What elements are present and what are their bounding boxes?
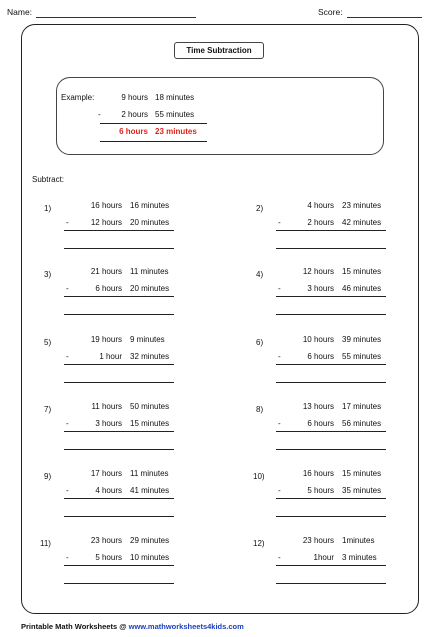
example-label: Example:	[61, 93, 95, 102]
hours-value: 21 hours	[90, 267, 122, 276]
minutes-value: 10 minutes	[130, 553, 170, 562]
minutes-value: 20 minutes	[130, 218, 170, 227]
problem-4	[256, 267, 406, 317]
hours-value: 5 hours	[95, 553, 122, 562]
example-rule-1	[100, 123, 207, 124]
problem-3	[44, 267, 194, 317]
minus-sign: -	[278, 419, 281, 428]
subtraction-rule	[64, 565, 174, 566]
minutes-value: 15 minutes	[130, 419, 170, 428]
problem-number: 9)	[44, 472, 52, 481]
footer-prefix: Printable Math Worksheets @	[21, 622, 129, 631]
problem-number: 10)	[253, 472, 265, 481]
hours-value: 6 hours	[307, 352, 334, 361]
hours-value: 6 hours	[307, 419, 334, 428]
hours-value: 12 hours	[90, 218, 122, 227]
hours-value: 23 hours	[302, 536, 334, 545]
minus-sign: -	[66, 352, 69, 361]
hours-value: 4 hours	[95, 486, 122, 495]
minutes-value: 50 minutes	[130, 402, 170, 411]
name-field[interactable]	[7, 7, 196, 18]
answer-line[interactable]	[276, 382, 386, 383]
minutes-value: 46 minutes	[342, 284, 382, 293]
subtract-label: Subtract:	[32, 175, 65, 184]
problem-6	[256, 335, 406, 385]
minutes-value: 11 minutes	[130, 469, 169, 478]
problem-12	[253, 536, 403, 586]
example-row-2	[98, 110, 218, 121]
answer-line[interactable]	[64, 248, 174, 249]
problem-11	[40, 536, 190, 586]
hours-value: 11 hours	[91, 402, 122, 411]
hours-value: 1hour	[313, 553, 334, 562]
minutes-value: 15 minutes	[342, 469, 382, 478]
hours-value: 23 hours	[90, 536, 122, 545]
subtraction-rule	[64, 364, 174, 365]
score-field[interactable]	[318, 7, 422, 18]
hours-value: 17 hours	[90, 469, 122, 478]
subtraction-rule	[276, 364, 386, 365]
answer-line[interactable]	[276, 314, 386, 315]
minus-sign: -	[278, 284, 281, 293]
example-row-1	[98, 93, 218, 104]
subtraction-rule	[276, 431, 386, 432]
example-minutes-2: 55 minutes	[155, 110, 195, 119]
minutes-value: 9 minutes	[130, 335, 165, 344]
problem-number: 6)	[256, 338, 264, 347]
minus-sign: -	[66, 486, 69, 495]
footer	[21, 622, 244, 631]
problem-number: 4)	[256, 270, 264, 279]
answer-line[interactable]	[64, 382, 174, 383]
example-rule-2	[100, 141, 207, 142]
hours-value: 6 hours	[95, 284, 122, 293]
footer-site-link[interactable]: www.mathworksheets4kids.com	[128, 622, 244, 631]
answer-line[interactable]	[276, 516, 386, 517]
hours-value: 2 hours	[307, 218, 334, 227]
minus-sign: -	[66, 284, 69, 293]
minus-sign: -	[278, 486, 281, 495]
problem-5	[44, 335, 194, 385]
example-answer-minutes: 23 minutes	[155, 127, 197, 136]
minutes-value: 17 minutes	[342, 402, 382, 411]
hours-value: 12 hours	[302, 267, 334, 276]
example-answer-hours: 6 hours	[119, 127, 148, 136]
hours-value: 4 hours	[307, 201, 334, 210]
hours-value: 3 hours	[307, 284, 334, 293]
subtraction-rule	[276, 296, 386, 297]
minutes-value: 29 minutes	[130, 536, 170, 545]
subtraction-rule	[64, 296, 174, 297]
minus-sign: -	[66, 419, 69, 428]
hours-value: 5 hours	[307, 486, 334, 495]
hours-value: 1 hour	[99, 352, 122, 361]
answer-line[interactable]	[276, 583, 386, 584]
hours-value: 13 hours	[302, 402, 334, 411]
answer-line[interactable]	[64, 516, 174, 517]
problem-number: 1)	[44, 204, 52, 213]
minus-sign: -	[278, 553, 281, 562]
answer-line[interactable]	[64, 449, 174, 450]
minutes-value: 56 minutes	[342, 419, 382, 428]
answer-line[interactable]	[276, 248, 386, 249]
minus-sign: -	[98, 110, 101, 119]
problem-number: 7)	[44, 405, 52, 414]
subtraction-rule	[276, 498, 386, 499]
problem-number: 3)	[44, 270, 52, 279]
minutes-value: 3 minutes	[342, 553, 377, 562]
problem-7	[44, 402, 194, 452]
minutes-value: 55 minutes	[342, 352, 382, 361]
problem-9	[44, 469, 194, 519]
example-answer-row	[98, 127, 218, 138]
subtraction-rule	[276, 230, 386, 231]
minutes-value: 39 minutes	[342, 335, 382, 344]
answer-line[interactable]	[276, 449, 386, 450]
minus-sign: -	[278, 352, 281, 361]
worksheet-title: Time Subtraction	[174, 42, 264, 59]
score-label: Score:	[318, 7, 343, 17]
minutes-value: 20 minutes	[130, 284, 170, 293]
minutes-value: 35 minutes	[342, 486, 382, 495]
minutes-value: 42 minutes	[342, 218, 382, 227]
hours-value: 3 hours	[95, 419, 122, 428]
minutes-value: 41 minutes	[130, 486, 170, 495]
subtraction-rule	[276, 565, 386, 566]
problem-number: 5)	[44, 338, 52, 347]
answer-line[interactable]	[64, 583, 174, 584]
minutes-value: 15 minutes	[342, 267, 382, 276]
hours-value: 16 hours	[90, 201, 122, 210]
minus-sign: -	[66, 218, 69, 227]
minutes-value: 16 minutes	[130, 201, 170, 210]
hours-value: 16 hours	[302, 469, 334, 478]
problem-number: 12)	[253, 539, 265, 548]
name-label: Name:	[7, 7, 33, 17]
example-minutes-1: 18 minutes	[155, 93, 195, 102]
problem-number: 8)	[256, 405, 264, 414]
example-hours-2: 2 hours	[121, 110, 148, 119]
hours-value: 10 hours	[302, 335, 334, 344]
minus-sign: -	[66, 553, 69, 562]
subtraction-rule	[64, 498, 174, 499]
example-hours-1: 9 hours	[121, 93, 148, 102]
hours-value: 19 hours	[90, 335, 122, 344]
name-line[interactable]	[36, 7, 196, 18]
minutes-value: 23 minutes	[342, 201, 382, 210]
problem-1	[44, 201, 194, 251]
problem-10	[253, 469, 403, 519]
problem-number: 11)	[40, 539, 51, 548]
minutes-value: 11 minutes	[130, 267, 169, 276]
problem-2	[256, 201, 406, 251]
minutes-value: 32 minutes	[130, 352, 170, 361]
subtraction-rule	[64, 230, 174, 231]
minutes-value: 1minutes	[342, 536, 375, 545]
subtraction-rule	[64, 431, 174, 432]
minus-sign: -	[278, 218, 281, 227]
problem-8	[256, 402, 406, 452]
answer-line[interactable]	[64, 314, 174, 315]
score-line[interactable]	[347, 7, 422, 18]
problem-number: 2)	[256, 204, 264, 213]
